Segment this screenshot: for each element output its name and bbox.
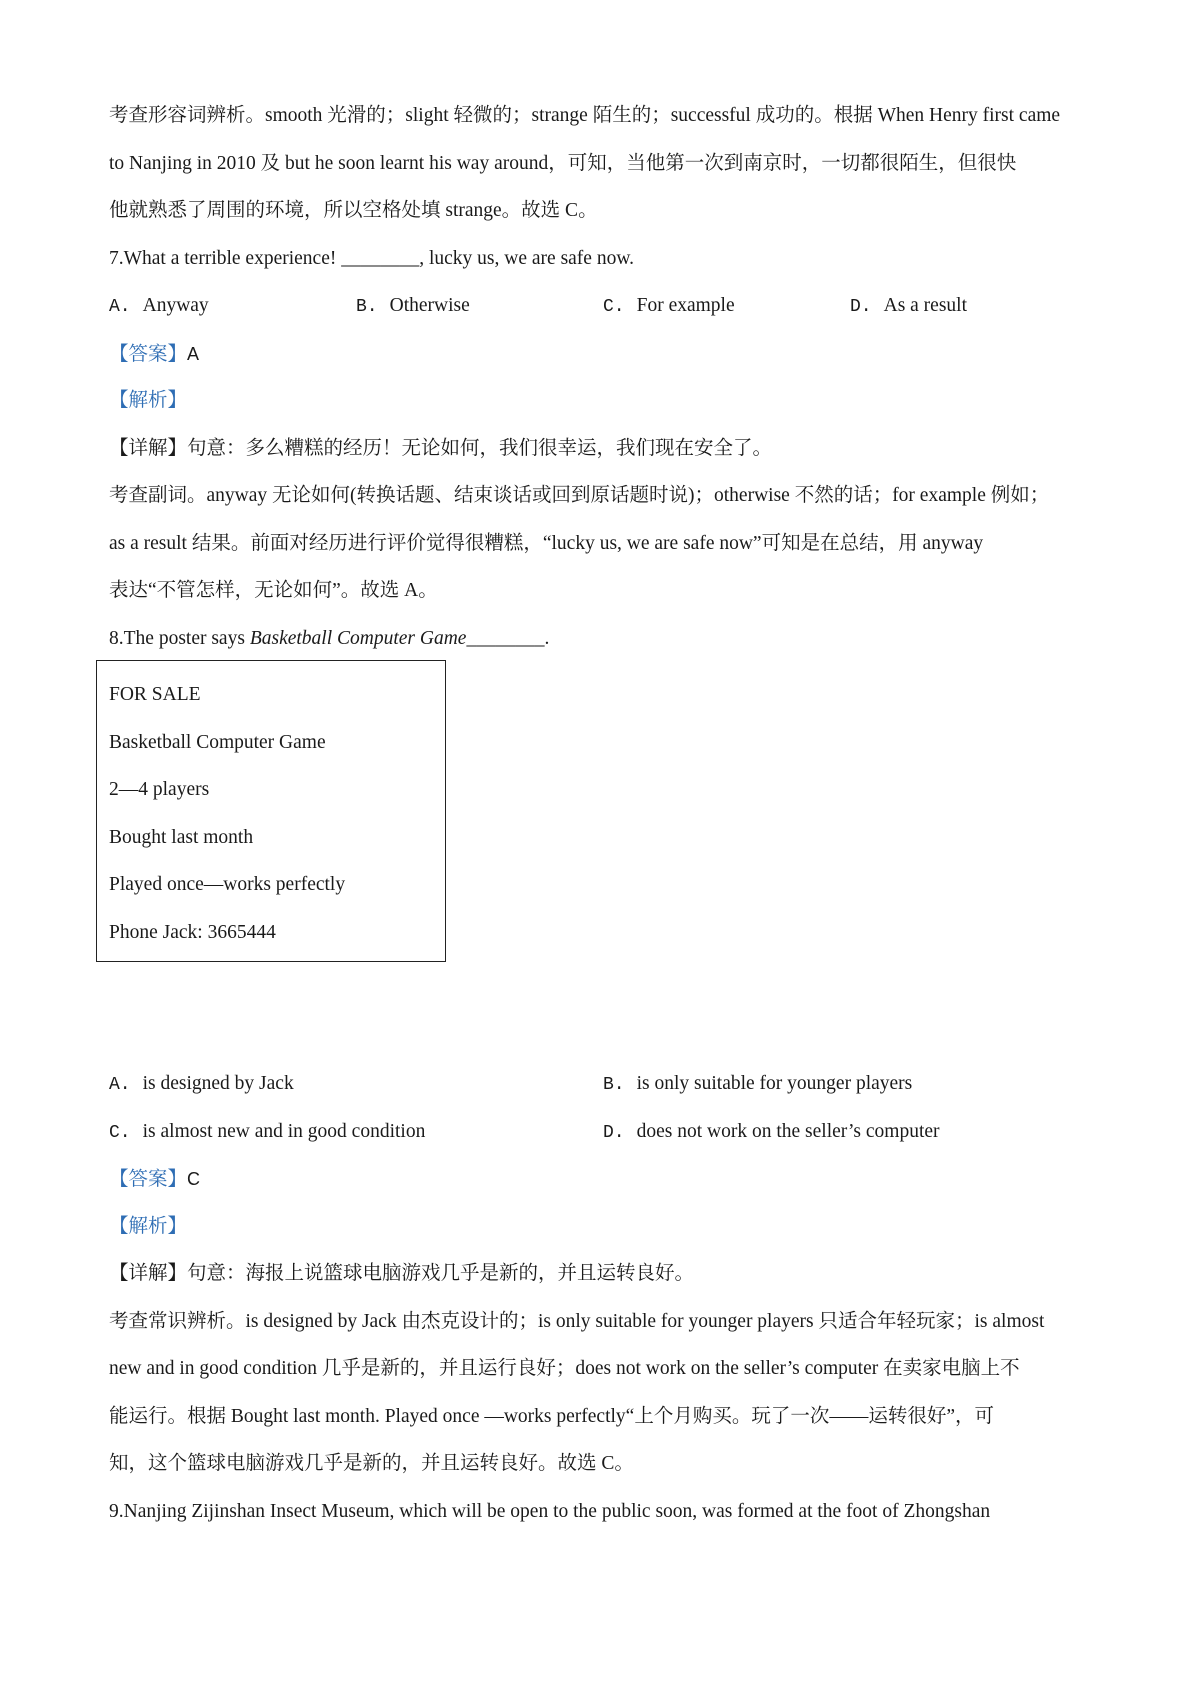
q8-option-d: D. does not work on the seller’s computer xyxy=(603,1121,940,1143)
q8-analysis-tag: 【解析】 xyxy=(109,1216,188,1237)
poster-line: Played once—works perfectly xyxy=(109,874,346,895)
q7-option-b: B. Otherwise xyxy=(356,295,470,317)
q8-explanation-line: 知，这个篮球电脑游戏几乎是新的，并且运转良好。故选 C。 xyxy=(109,1453,634,1474)
poster-line: 2—4 players xyxy=(109,779,210,800)
q8-answer: 【答案】C xyxy=(109,1169,201,1190)
question-8: 8.The poster says Basketball Computer Game________. xyxy=(109,628,550,649)
q7-answer: 【答案】A xyxy=(109,344,200,365)
question-9: 9.Nanjing Zijinshan Insect Museum, which will be open to the public soon, was formed at the foot of Zhongshan xyxy=(109,1501,991,1522)
poster-line: Bought last month xyxy=(109,827,254,848)
q7-analysis-tag: 【解析】 xyxy=(109,390,188,411)
q7-explanation-line: as a result 结果。前面对经历进行评价觉得很糟糕，“lucky us, we are safe now”可知是在总结，用 anyway xyxy=(109,533,984,554)
q7-option-d: D. As a result xyxy=(850,295,968,317)
q8-detail: 【详解】句意：海报上说篮球电脑游戏几乎是新的，并且运转良好。 xyxy=(109,1263,695,1284)
q7-explanation-line: 考查副词。anyway 无论如何(转换话题、结束谈话或回到原话题时说)；otherwise 不然的话；for example 例如； xyxy=(109,485,1050,506)
question-7: 7.What a terrible experience! ________, lucky us, we are safe now. xyxy=(109,248,635,269)
q8-explanation-line: 能运行。根据 Bought last month. Played once —works perfectly“上个月购买。玩了一次——运转很好”，可 xyxy=(109,1406,994,1427)
paragraph-line: 他就熟悉了周围的环境，所以空格处填 strange。故选 C。 xyxy=(109,200,598,221)
paragraph-line: to Nanjing in 2010 及 but he soon learnt his way around，可知，当他第一次到南京时，一切都很陌生，但很快 xyxy=(109,153,1017,174)
q8-option-b: B. is only suitable for younger players xyxy=(603,1073,913,1095)
q7-explanation-line: 表达“不管怎样，无论如何”。故选 A。 xyxy=(109,580,438,601)
q7-option-c: C. For example xyxy=(603,295,735,317)
q8-explanation-line: 考查常识辨析。is designed by Jack 由杰克设计的；is only suitable for younger players 只适合年轻玩家；is almost xyxy=(109,1311,1045,1332)
poster-line: Basketball Computer Game xyxy=(109,732,326,753)
q7-detail: 【详解】句意：多么糟糕的经历！无论如何，我们很幸运，我们现在安全了。 xyxy=(109,438,773,459)
for-sale-poster xyxy=(96,660,446,962)
poster-line: Phone Jack: 3665444 xyxy=(109,922,276,943)
q8-option-a: A. is designed by Jack xyxy=(109,1073,294,1095)
q8-explanation-line: new and in good condition 几乎是新的，并且运行良好；does not work on the seller’s computer 在卖家电脑上不 xyxy=(109,1358,1020,1379)
q8-option-c: C. is almost new and in good condition xyxy=(109,1121,426,1143)
poster-line: FOR SALE xyxy=(109,684,201,705)
paragraph-line: 考查形容词辨析。smooth 光滑的；slight 轻微的；strange 陌生的；successful 成功的。根据 When Henry first came xyxy=(109,105,1061,126)
q7-option-a: A. Anyway xyxy=(109,295,209,317)
